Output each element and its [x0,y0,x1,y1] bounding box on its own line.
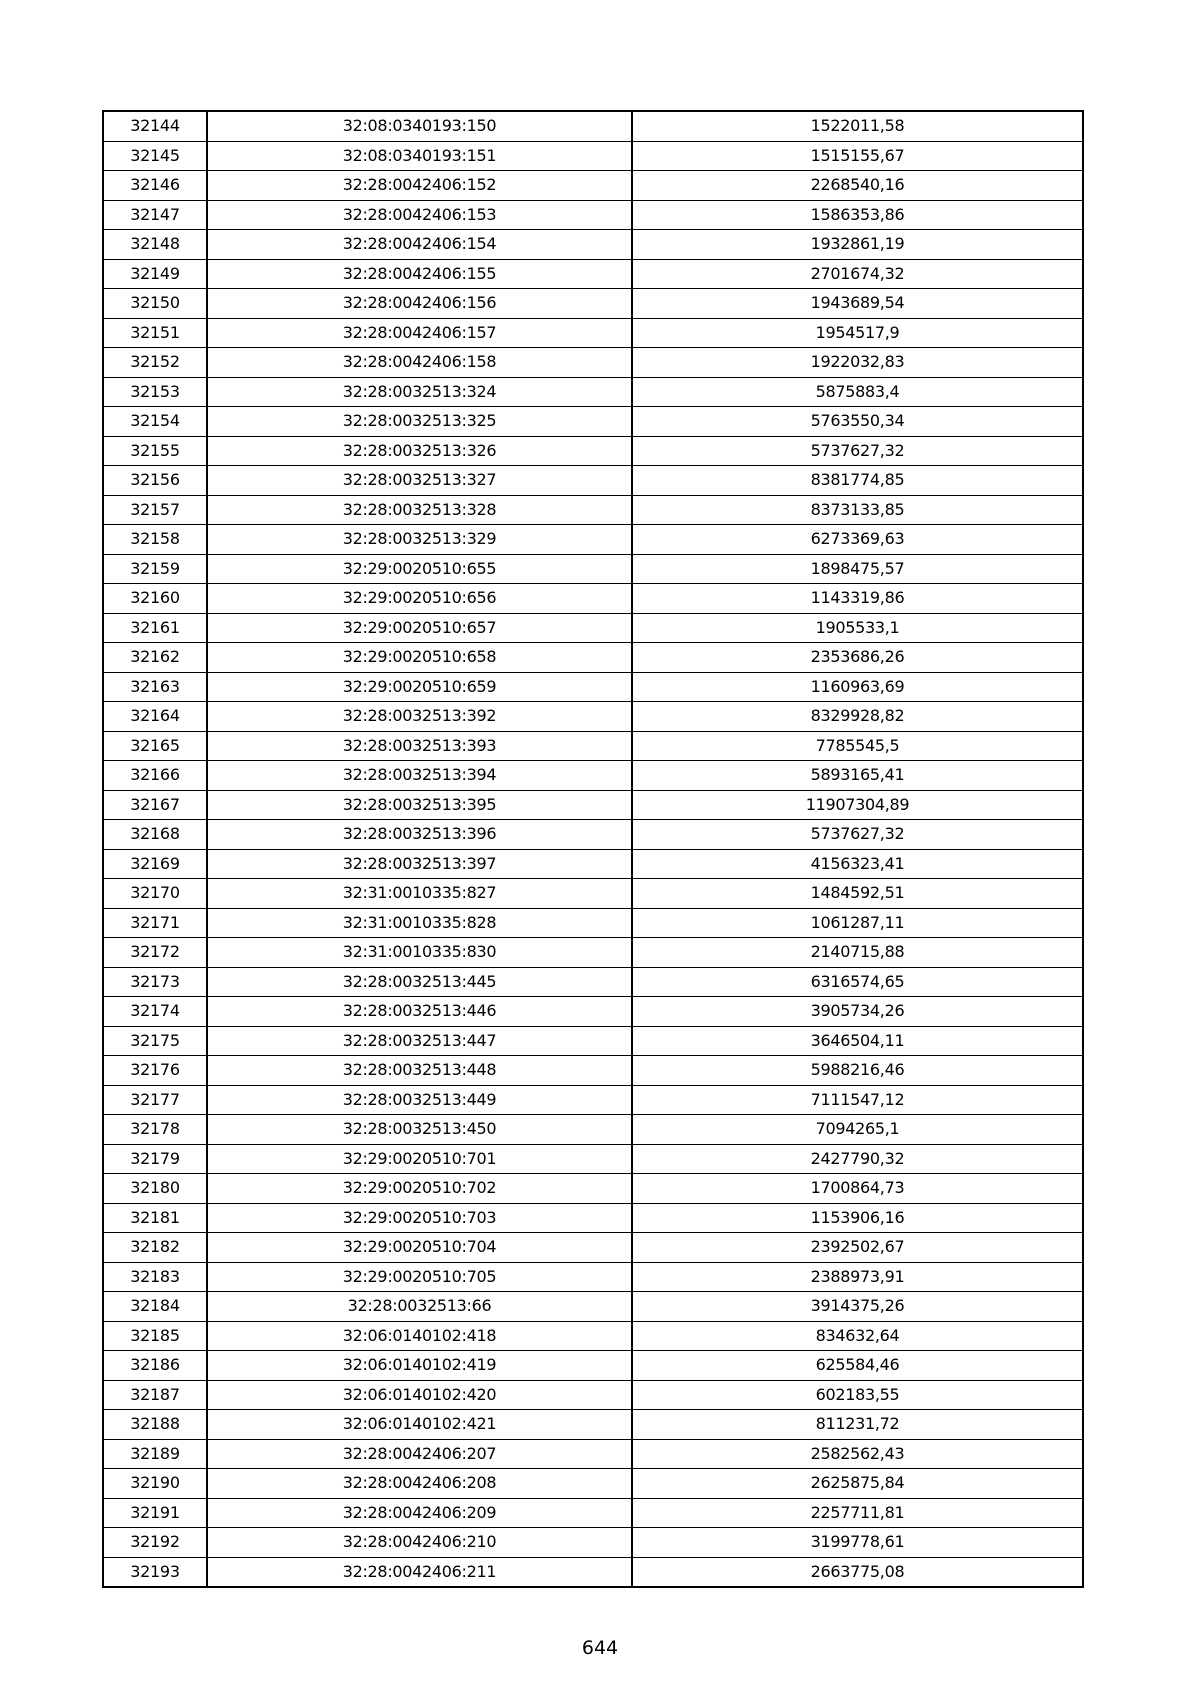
table-row [103,348,1083,378]
cadastral-value-cell: 4156323,41 [632,849,1083,879]
row-number-cell: 32173 [103,967,207,997]
cadastral-number-cell: 32:06:0140102:419 [207,1351,632,1381]
cadastral-value-cell: 8373133,85 [632,495,1083,525]
cadastral-value-cell: 2268540,16 [632,171,1083,201]
row-number-cell: 32174 [103,997,207,1027]
cadastral-value-cell: 2392502,67 [632,1233,1083,1263]
cadastral-value-cell: 1061287,11 [632,908,1083,938]
row-number-cell: 32145 [103,141,207,171]
cadastral-value-cell: 3905734,26 [632,997,1083,1027]
row-number-cell: 32192 [103,1528,207,1558]
cadastral-number-cell: 32:29:0020510:701 [207,1144,632,1174]
row-number-cell: 32147 [103,200,207,230]
row-number-cell: 32187 [103,1380,207,1410]
row-number-cell: 32161 [103,613,207,643]
row-number-cell: 32185 [103,1321,207,1351]
table-row [103,1085,1083,1115]
cadastral-number-cell: 32:29:0020510:655 [207,554,632,584]
cadastral-value-cell: 1515155,67 [632,141,1083,171]
cadastral-value-cell: 7785545,5 [632,731,1083,761]
row-number-cell: 32191 [103,1498,207,1528]
table-row [103,1498,1083,1528]
cadastral-number-cell: 32:28:0032513:394 [207,761,632,791]
cadastral-number-cell: 32:28:0032513:326 [207,436,632,466]
table-row [103,200,1083,230]
table-row [103,377,1083,407]
cadastral-value-cell: 5893165,41 [632,761,1083,791]
table-row [103,997,1083,1027]
table-row [103,230,1083,260]
cadastral-number-cell: 32:29:0020510:659 [207,672,632,702]
cadastral-value-cell: 7094265,1 [632,1115,1083,1145]
cadastral-value-cell: 8329928,82 [632,702,1083,732]
table-row [103,1056,1083,1086]
cadastral-number-cell: 32:29:0020510:658 [207,643,632,673]
cadastral-value-cell: 3646504,11 [632,1026,1083,1056]
row-number-cell: 32172 [103,938,207,968]
row-number-cell: 32162 [103,643,207,673]
table-row [103,731,1083,761]
page-number: 644 [581,1637,619,1659]
cadastral-value-cell: 5763550,34 [632,407,1083,437]
cadastral-value-cell: 5875883,4 [632,377,1083,407]
cadastral-number-cell: 32:28:0032513:393 [207,731,632,761]
table-row [103,1262,1083,1292]
table-row [103,1528,1083,1558]
cadastral-value-cell: 1160963,69 [632,672,1083,702]
table-row [103,1026,1083,1056]
table-row [103,820,1083,850]
row-number-cell: 32186 [103,1351,207,1381]
cadastral-number-cell: 32:28:0042406:208 [207,1469,632,1499]
row-number-cell: 32156 [103,466,207,496]
table-body [103,111,1083,1587]
table-row [103,849,1083,879]
table-row [103,495,1083,525]
cadastral-number-cell: 32:08:0340193:150 [207,111,632,141]
cadastral-number-cell: 32:28:0042406:153 [207,200,632,230]
row-number-cell: 32183 [103,1262,207,1292]
table-row [103,967,1083,997]
row-number-cell: 32146 [103,171,207,201]
cadastral-value-cell: 1143319,86 [632,584,1083,614]
table-row [103,554,1083,584]
cadastral-number-cell: 32:28:0032513:450 [207,1115,632,1145]
cadastral-value-cell: 1153906,16 [632,1203,1083,1233]
row-number-cell: 32188 [103,1410,207,1440]
cadastral-number-cell: 32:28:0032513:392 [207,702,632,732]
row-number-cell: 32179 [103,1144,207,1174]
cadastral-value-cell: 2427790,32 [632,1144,1083,1174]
cadastral-value-cell: 7111547,12 [632,1085,1083,1115]
table-row [103,1292,1083,1322]
row-number-cell: 32181 [103,1203,207,1233]
row-number-cell: 32157 [103,495,207,525]
table-row [103,466,1083,496]
table-row [103,702,1083,732]
cadastral-number-cell: 32:06:0140102:418 [207,1321,632,1351]
row-number-cell: 32154 [103,407,207,437]
cadastral-number-cell: 32:31:0010335:827 [207,879,632,909]
cadastral-value-cell: 1943689,54 [632,289,1083,319]
table-row [103,672,1083,702]
row-number-cell: 32144 [103,111,207,141]
cadastral-number-cell: 32:31:0010335:828 [207,908,632,938]
row-number-cell: 32180 [103,1174,207,1204]
table-row [103,407,1083,437]
table-row [103,525,1083,555]
cadastral-number-cell: 32:29:0020510:704 [207,1233,632,1263]
cadastral-number-cell: 32:06:0140102:421 [207,1410,632,1440]
table-row [103,584,1083,614]
row-number-cell: 32176 [103,1056,207,1086]
cadastral-number-cell: 32:28:0042406:152 [207,171,632,201]
row-number-cell: 32148 [103,230,207,260]
row-number-cell: 32155 [103,436,207,466]
cadastral-value-cell: 1586353,86 [632,200,1083,230]
cadastral-value-cell: 2257711,81 [632,1498,1083,1528]
cadastral-value-cell: 3914375,26 [632,1292,1083,1322]
row-number-cell: 32177 [103,1085,207,1115]
cadastral-number-cell: 32:28:0032513:448 [207,1056,632,1086]
cadastral-value-cell: 625584,46 [632,1351,1083,1381]
cadastral-value-cell: 2353686,26 [632,643,1083,673]
table-row [103,1469,1083,1499]
cadastral-value-cell: 1700864,73 [632,1174,1083,1204]
cadastral-number-cell: 32:28:0032513:396 [207,820,632,850]
cadastral-number-cell: 32:28:0032513:446 [207,997,632,1027]
cadastral-number-cell: 32:31:0010335:830 [207,938,632,968]
cadastral-value-cell: 8381774,85 [632,466,1083,496]
cadastral-number-cell: 32:28:0042406:210 [207,1528,632,1558]
row-number-cell: 32163 [103,672,207,702]
table-row [103,171,1083,201]
row-number-cell: 32193 [103,1557,207,1587]
table-row [103,761,1083,791]
row-number-cell: 32171 [103,908,207,938]
cadastral-number-cell: 32:28:0032513:449 [207,1085,632,1115]
cadastral-number-cell: 32:28:0032513:447 [207,1026,632,1056]
cadastral-value-cell: 1522011,58 [632,111,1083,141]
row-number-cell: 32158 [103,525,207,555]
table-row [103,259,1083,289]
cadastral-number-cell: 32:28:0042406:158 [207,348,632,378]
table-row [103,1174,1083,1204]
row-number-cell: 32178 [103,1115,207,1145]
cadastral-number-cell: 32:28:0042406:207 [207,1439,632,1469]
table-row [103,938,1083,968]
cadastral-value-cell: 1484592,51 [632,879,1083,909]
table-row [103,436,1083,466]
row-number-cell: 32151 [103,318,207,348]
cadastral-number-cell: 32:29:0020510:702 [207,1174,632,1204]
cadastral-number-cell: 32:28:0032513:395 [207,790,632,820]
cadastral-value-cell: 2388973,91 [632,1262,1083,1292]
row-number-cell: 32153 [103,377,207,407]
row-number-cell: 32168 [103,820,207,850]
cadastral-value-cell: 6316574,65 [632,967,1083,997]
cadastral-value-cell: 2625875,84 [632,1469,1083,1499]
cadastral-value-cell: 5737627,32 [632,820,1083,850]
cadastral-value-cell: 11907304,89 [632,790,1083,820]
table-row [103,318,1083,348]
cadastral-value-cell: 834632,64 [632,1321,1083,1351]
cadastral-value-cell: 2140715,88 [632,938,1083,968]
table-row [103,1557,1083,1587]
table-row [103,1380,1083,1410]
table-row [103,1439,1083,1469]
cadastral-number-cell: 32:28:0032513:325 [207,407,632,437]
row-number-cell: 32182 [103,1233,207,1263]
row-number-cell: 32167 [103,790,207,820]
table-row [103,643,1083,673]
cadastral-value-cell: 1905533,1 [632,613,1083,643]
table-row [103,879,1083,909]
cadastral-value-cell: 602183,55 [632,1380,1083,1410]
row-number-cell: 32159 [103,554,207,584]
table-row [103,111,1083,141]
cadastral-value-cell: 811231,72 [632,1410,1083,1440]
cadastral-value-cell: 6273369,63 [632,525,1083,555]
cadastral-number-cell: 32:28:0032513:397 [207,849,632,879]
table-row [103,1351,1083,1381]
cadastral-value-cell: 2701674,32 [632,259,1083,289]
row-number-cell: 32150 [103,289,207,319]
row-number-cell: 32175 [103,1026,207,1056]
row-number-cell: 32169 [103,849,207,879]
cadastral-value-cell: 1922032,83 [632,348,1083,378]
table-row [103,1233,1083,1263]
cadastral-number-cell: 32:28:0042406:211 [207,1557,632,1587]
cadastral-value-cell: 3199778,61 [632,1528,1083,1558]
row-number-cell: 32152 [103,348,207,378]
table-row [103,141,1083,171]
cadastral-number-cell: 32:28:0032513:327 [207,466,632,496]
cadastral-number-cell: 32:29:0020510:656 [207,584,632,614]
cadastral-value-cell: 2582562,43 [632,1439,1083,1469]
row-number-cell: 32189 [103,1439,207,1469]
row-number-cell: 32170 [103,879,207,909]
row-number-cell: 32190 [103,1469,207,1499]
cadastral-number-cell: 32:08:0340193:151 [207,141,632,171]
data-table [102,110,1084,1588]
row-number-cell: 32149 [103,259,207,289]
cadastral-value-cell: 1932861,19 [632,230,1083,260]
cadastral-number-cell: 32:29:0020510:703 [207,1203,632,1233]
cadastral-number-cell: 32:29:0020510:705 [207,1262,632,1292]
row-number-cell: 32184 [103,1292,207,1322]
table-row [103,790,1083,820]
table-row [103,289,1083,319]
table-row [103,1115,1083,1145]
table-row [103,1410,1083,1440]
cadastral-value-cell: 1954517,9 [632,318,1083,348]
cadastral-number-cell: 32:28:0032513:328 [207,495,632,525]
table-row [103,1144,1083,1174]
table-row [103,1321,1083,1351]
cadastral-value-cell: 5737627,32 [632,436,1083,466]
cadastral-value-cell: 2663775,08 [632,1557,1083,1587]
cadastral-value-cell: 1898475,57 [632,554,1083,584]
row-number-cell: 32166 [103,761,207,791]
cadastral-value-cell: 5988216,46 [632,1056,1083,1086]
cadastral-number-cell: 32:28:0032513:445 [207,967,632,997]
row-number-cell: 32164 [103,702,207,732]
cadastral-number-cell: 32:29:0020510:657 [207,613,632,643]
table-row [103,613,1083,643]
table-row [103,1203,1083,1233]
cadastral-number-cell: 32:28:0042406:157 [207,318,632,348]
cadastral-number-cell: 32:06:0140102:420 [207,1380,632,1410]
row-number-cell: 32165 [103,731,207,761]
cadastral-number-cell: 32:28:0042406:156 [207,289,632,319]
row-number-cell: 32160 [103,584,207,614]
cadastral-number-cell: 32:28:0042406:155 [207,259,632,289]
cadastral-number-cell: 32:28:0042406:154 [207,230,632,260]
cadastral-number-cell: 32:28:0032513:66 [207,1292,632,1322]
cadastral-number-cell: 32:28:0042406:209 [207,1498,632,1528]
table-row [103,908,1083,938]
cadastral-number-cell: 32:28:0032513:329 [207,525,632,555]
cadastral-number-cell: 32:28:0032513:324 [207,377,632,407]
